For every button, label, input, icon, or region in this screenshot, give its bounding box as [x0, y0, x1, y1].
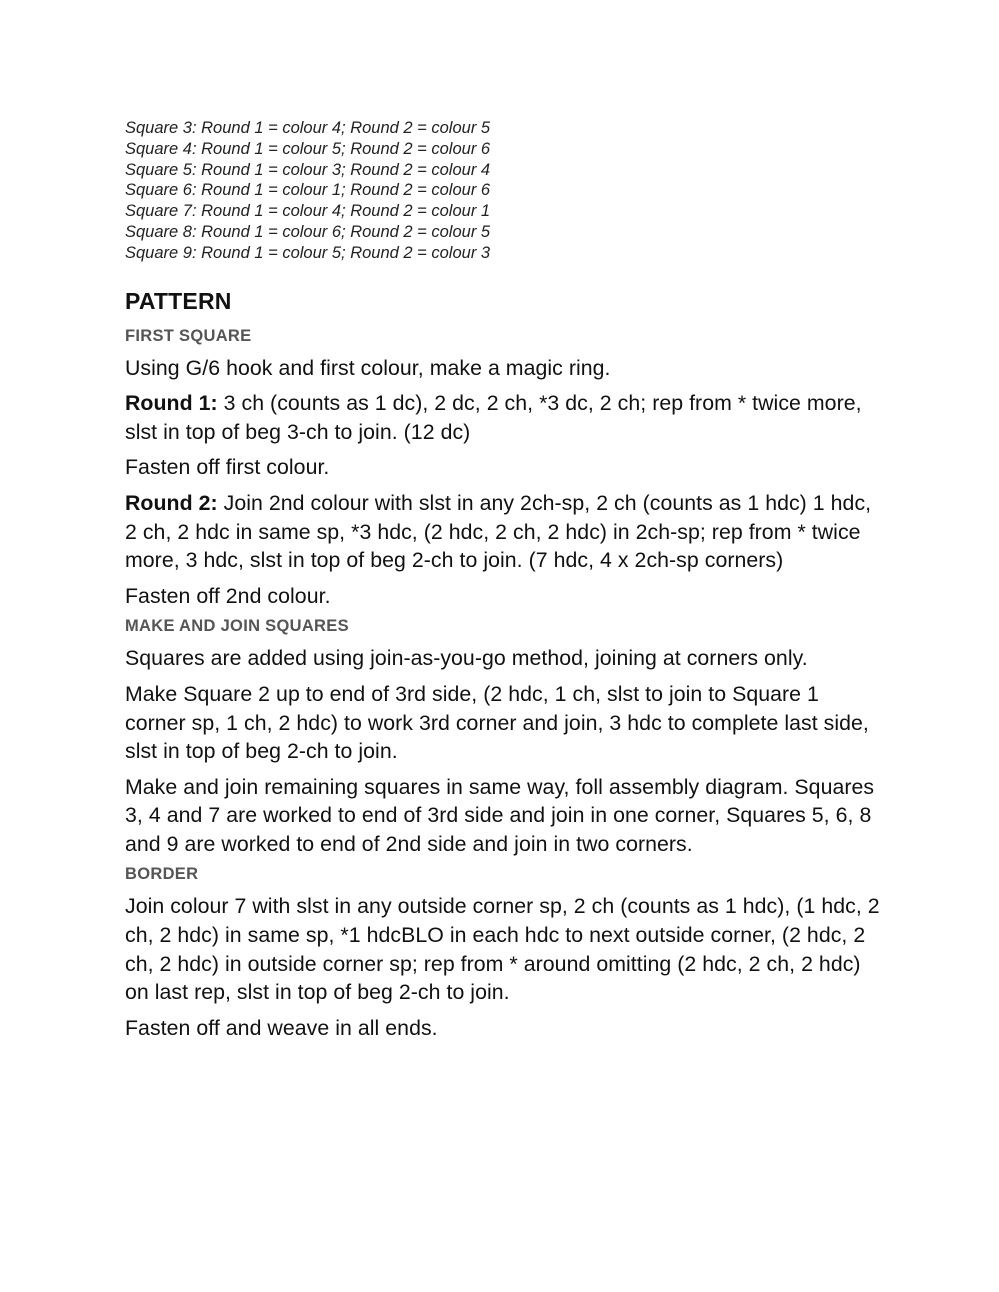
colour-list-item: Square 5: Round 1 = colour 3; Round 2 = colour 4 [125, 160, 491, 179]
round-2-label: Round 2: [125, 490, 218, 515]
make-join-paragraph: Make Square 2 up to end of 3rd side, (2 hdc, 1 ch, slst to join to Square 1 corner sp, 1 ch, 2 hdc) to work 3rd corner and join, 3 hdc to complete last side, slst in top of beg 2-ch to join. [125, 681, 869, 764]
round-2-text: Join 2nd colour with slst in any 2ch-sp, 2 ch (counts as 1 hdc) 1 hdc, 2 ch, 2 hdc in same sp, *3 hdc, (2 hdc, 2 ch, 2 hdc) in 2ch-sp; rep from * twice more, 3 hdc, slst in top of beg 2-ch to join. (7 hdc, 4 x 2ch-sp corners) [125, 490, 872, 573]
document-page [125, 118, 885, 1049]
colour-list-item: Square 8: Round 1 = colour 6; Round 2 = colour 5 [125, 222, 491, 241]
colour-list-item: Square 3: Round 1 = colour 4; Round 2 = colour 5 [125, 119, 491, 137]
make-join-paragraph: Squares are added using join-as-you-go method, joining at corners only. [125, 646, 808, 671]
round-2-instruction [125, 489, 885, 575]
make-join-heading: MAKE AND JOIN SQUARES [125, 617, 349, 636]
fasten-off-first: Fasten off first colour. [125, 455, 330, 480]
fasten-off-second: Fasten off 2nd colour. [125, 583, 331, 608]
make-join-paragraph: Make and join remaining squares in same way, foll assembly diagram. Squares 3, 4 and 7 are worked to end of 3rd side and join in one corner, Squares 5, 6, 8 and 9 are worked to end of 2nd side and join in two corners. [125, 774, 875, 856]
pattern-heading: PATTERN [125, 287, 232, 314]
colour-assignment-list [125, 118, 885, 264]
colour-list-item: Square 4: Round 1 = colour 5; Round 2 = colour 6 [125, 139, 491, 158]
colour-list-item: Square 9: Round 1 = colour 5; Round 2 = colour 3 [125, 243, 491, 262]
round-1-label: Round 1: [125, 391, 218, 416]
border-paragraph: Join colour 7 with slst in any outside corner sp, 2 ch (counts as 1 hdc), (1 hdc, 2 ch, 2 hdc) in same sp, *1 hdcBLO in each hdc to next outside corner, (2 hdc, 2 ch, 2 hdc) in outside corner sp; rep from * around omitting (2 hdc, 2 ch, 2 hdc) on last rep, slst in top of beg 2-ch to join. [125, 894, 880, 1005]
border-final-paragraph: Fasten off and weave in all ends. [125, 1015, 438, 1040]
colour-list-item: Square 6: Round 1 = colour 1; Round 2 = colour 6 [125, 181, 491, 200]
first-square-intro: Using G/6 hook and first colour, make a magic ring. [125, 355, 611, 380]
first-square-heading: FIRST SQUARE [125, 326, 252, 345]
colour-list-item: Square 7: Round 1 = colour 4; Round 2 = colour 1 [125, 202, 491, 221]
border-heading: BORDER [125, 865, 199, 884]
round-1-instruction [125, 389, 885, 446]
round-1-text: 3 ch (counts as 1 dc), 2 dc, 2 ch, *3 dc, 2 ch; rep from * twice more, slst in top of beg 3-ch to join. (12 dc) [125, 391, 862, 444]
